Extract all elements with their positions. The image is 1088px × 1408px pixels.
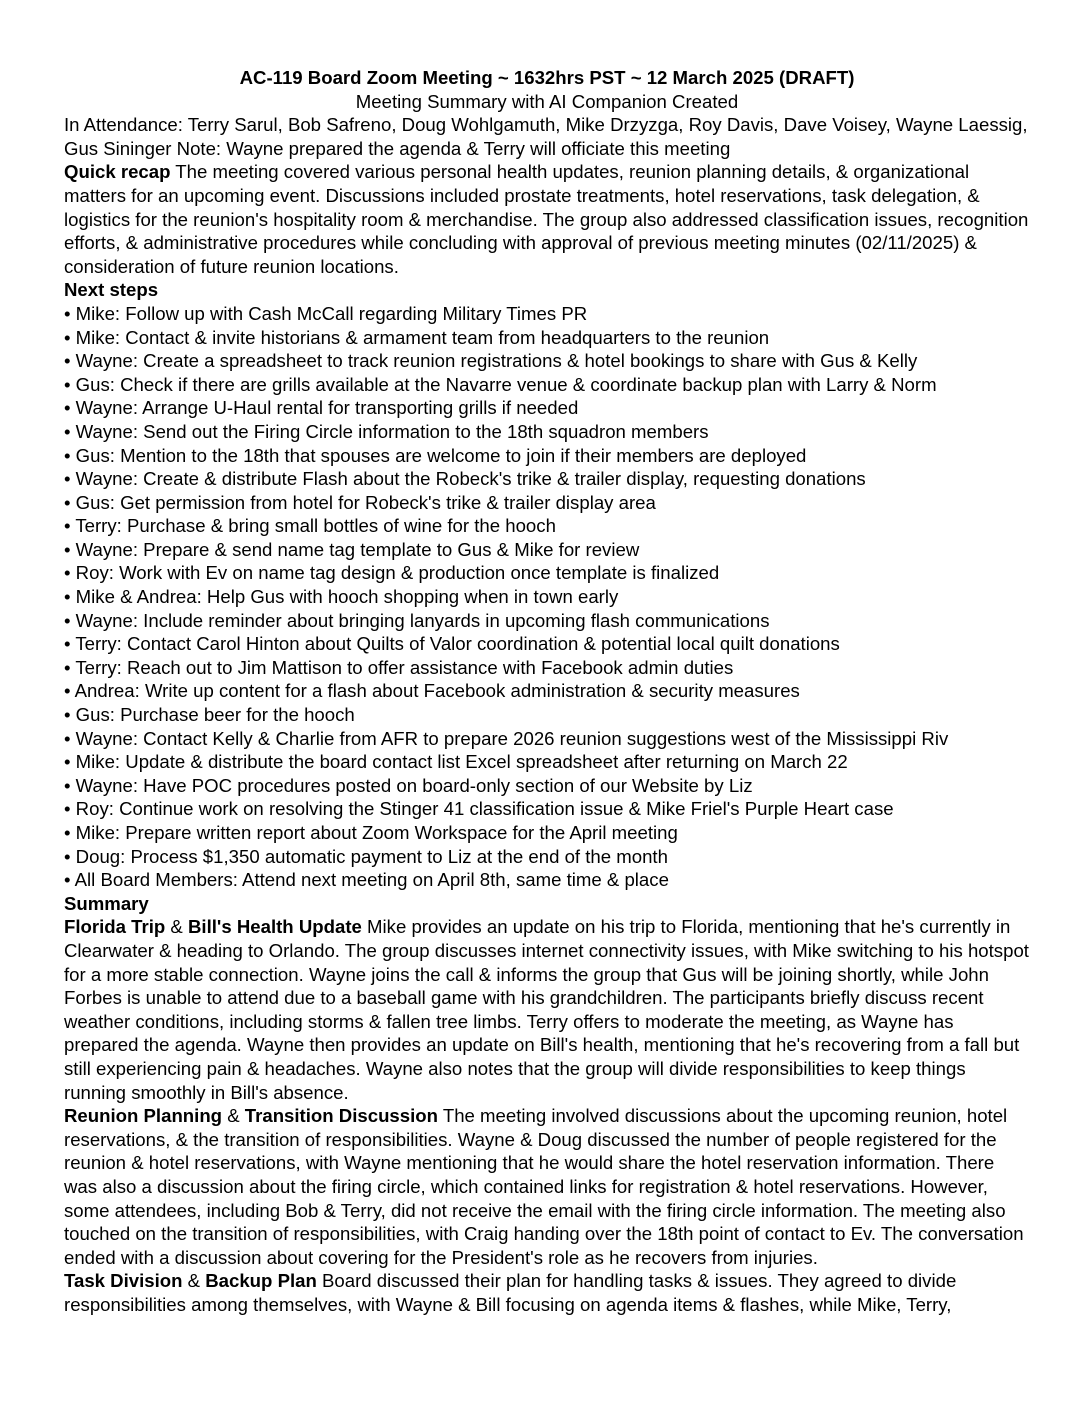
summary-sections <box>64 915 1030 1316</box>
document-page <box>64 66 1030 1316</box>
summary-section-title-a: Florida Trip <box>64 916 166 938</box>
attendance-paragraph: In Attendance: Terry Sarul, Bob Safreno, Doug Wohlgamuth, Mike Drzyzga, Roy Davis, Dave Voisey, Wayne Laessig, Gus Sininger Note: Wayne prepared the agenda & Terry will officiate this meeting <box>64 114 1028 159</box>
summary-section-text: Mike provides an update on his trip to Florida, mentioning that he's currently in Clearwater & heading to Orlando. The group discusses internet connectivity issues, with Mike switching to his hotspot for a more stable connection. Wayne joins the call & informs the group that Gus will be joining shortly, while John Forbes is unable to attend due to a baseball game with his grandchildren. The participants briefly discuss recent weather conditions, including storms & fallen tree limbs. Terry offers to moderate the meeting, as Wayne has prepared the agenda. Wayne then provides an update on Bill's health, mentioning that he's recovering from a fall but still experiencing pain & headaches. Wayne also notes that the group will divide responsibilities to keep things running smoothly in Bill's absence. <box>64 916 1029 1103</box>
next-steps-heading: Next steps <box>64 279 159 301</box>
next-step-item: • All Board Members: Attend next meeting on April 8th, same time & place <box>64 869 669 891</box>
next-step-item: • Terry: Reach out to Jim Mattison to offer assistance with Facebook admin duties <box>64 656 734 678</box>
summary-heading: Summary <box>64 892 149 914</box>
next-step-item: • Gus: Check if there are grills available at the Navarre venue & coordinate backup plan with Larry & Norm <box>64 373 937 395</box>
summary-section-title-b: Transition Discussion <box>244 1105 438 1127</box>
next-step-item: • Gus: Purchase beer for the hooch <box>64 704 355 726</box>
summary-section-ampersand: & <box>182 1270 206 1292</box>
next-step-item: • Wayne: Prepare & send name tag template to Gus & Mike for review <box>64 538 640 560</box>
summary-section-title-b: Backup Plan <box>205 1270 317 1292</box>
quick-recap-label: Quick recap <box>64 161 171 183</box>
next-step-item: • Gus: Mention to the 18th that spouses are welcome to join if their members are deployed <box>64 444 807 466</box>
summary-section-ampersand: & <box>222 1105 245 1127</box>
next-step-item: • Wayne: Arrange U-Haul rental for transporting grills if needed <box>64 397 579 419</box>
next-steps-list <box>64 302 1030 892</box>
summary-section-text: The meeting involved discussions about the upcoming reunion, hotel reservations, & the transition of responsibilities. Wayne & Doug discussed the number of people registered for the reunion & hotel reservations, with Wayne mentioning that he would share the hotel reservation information. There was also a discussion about the firing circle, which contained links for registration & hotel reservations. However, some attendees, including Bob & Terry, did not receive the email with the firing circle information. The meeting also touched on the transition of responsibilities, with Craig handing over the 18th point of contact to Ev. The conversation ended with a discussion about covering for the President's role as he recovers from injuries. <box>64 1105 1024 1268</box>
next-step-item: • Wayne: Create & distribute Flash about the Robeck's trike & trailer display, requesting donations <box>64 468 866 490</box>
summary-section-text: Board discussed their plan for handling tasks & issues. They agreed to divide responsibilities among themselves, with Wayne & Bill focusing on agenda items & flashes, while Mike, Terry, <box>64 1270 957 1315</box>
summary-section-paragraph <box>64 915 1030 1104</box>
quick-recap-text: The meeting covered various personal health updates, reunion planning details, & organizational matters for an upcoming event. Discussions included prostate treatments, hotel reservations, task delegation, & logistics for the reunion's hospitality room & merchandise. The group also addressed classification issues, recognition efforts, & administrative procedures while concluding with approval of previous meeting minutes (02/11/2025) & consideration of future reunion locations. <box>64 161 1029 277</box>
next-step-item: • Mike: Follow up with Cash McCall regarding Military Times PR <box>64 302 588 324</box>
document-title: AC-119 Board Zoom Meeting ~ 1632hrs PST ~ 12 March 2025 (DRAFT) <box>239 67 855 88</box>
summary-section-title-a: Task Division <box>64 1270 183 1292</box>
summary-section-ampersand: & <box>165 916 188 938</box>
quick-recap-paragraph <box>64 160 1030 278</box>
next-step-item: • Mike: Contact & invite historians & armament team from headquarters to the reunion <box>64 326 770 348</box>
next-step-item: • Roy: Continue work on resolving the Stinger 41 classification issue & Mike Friel's Purple Heart case <box>64 798 894 820</box>
summary-section-paragraph <box>64 1269 1030 1316</box>
next-step-item: • Wayne: Have POC procedures posted on board-only section of our Website by Liz <box>64 774 753 796</box>
next-step-item: • Terry: Purchase & bring small bottles of wine for the hooch <box>64 515 556 537</box>
next-step-item: • Wayne: Contact Kelly & Charlie from AFR to prepare 2026 reunion suggestions west of the Mississippi Riv <box>64 727 949 749</box>
next-step-item: • Roy: Work with Ev on name tag design & production once template is finalized <box>64 562 720 584</box>
next-step-item: • Wayne: Send out the Firing Circle information to the 18th squadron members <box>64 420 709 442</box>
next-step-item: • Mike: Update & distribute the board contact list Excel spreadsheet after returning on March 22 <box>64 751 848 773</box>
summary-section-title-a: Reunion Planning <box>64 1105 223 1127</box>
summary-section-title-b: Bill's Health Update <box>187 916 362 938</box>
next-step-item: • Wayne: Include reminder about bringing lanyards in upcoming flash communications <box>64 609 770 631</box>
summary-section-paragraph <box>64 1104 1030 1269</box>
next-step-item: • Gus: Get permission from hotel for Robeck's trike & trailer display area <box>64 491 656 513</box>
next-step-item: • Mike: Prepare written report about Zoom Workspace for the April meeting <box>64 822 678 843</box>
next-step-item: • Doug: Process $1,350 automatic payment to Liz at the end of the month <box>64 845 668 867</box>
next-step-item: • Mike & Andrea: Help Gus with hooch shopping when in town early <box>64 586 619 608</box>
next-step-item: • Wayne: Create a spreadsheet to track reunion registrations & hotel bookings to share with Gus & Kelly <box>64 350 918 372</box>
next-step-item: • Andrea: Write up content for a flash about Facebook administration & security measures <box>64 680 800 702</box>
document-subtitle: Meeting Summary with AI Companion Created <box>355 90 739 112</box>
next-step-item: • Terry: Contact Carol Hinton about Quilts of Valor coordination & potential local quilt donations <box>64 633 840 655</box>
